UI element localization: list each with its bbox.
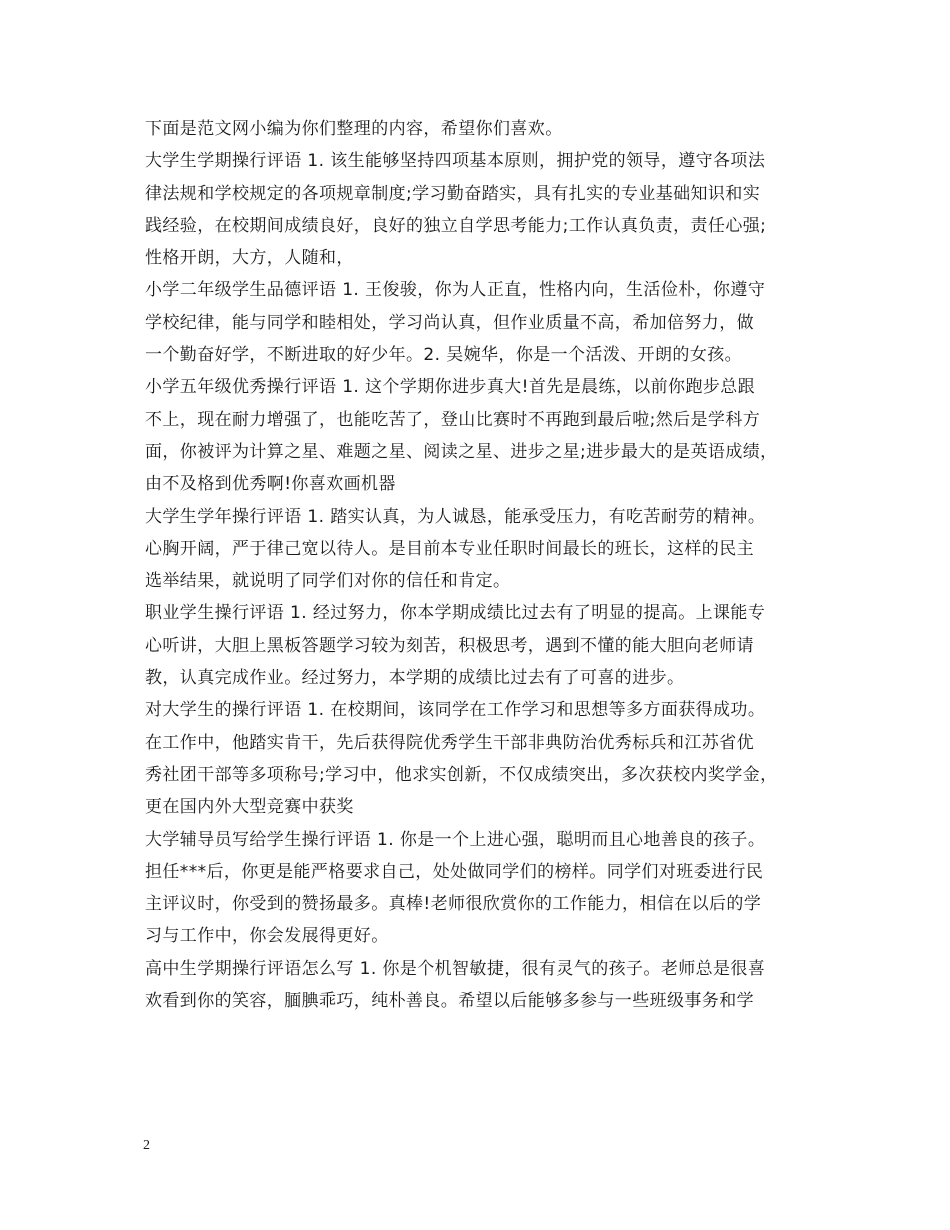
text-line: 大学生学年操行评语 1. 踏实认真，为人诚恳，能承受压力，有吃苦耐劳的精神。 bbox=[145, 506, 766, 527]
text-line: 对大学生的操行评语 1. 在校期间，该同学在工作学习和思想等多方面获得成功。 bbox=[145, 700, 766, 721]
text-line: 一个勤奋好学，不断进取的好少年。2. 吴婉华，你是一个活泼、开朗的女孩。 bbox=[145, 345, 743, 366]
text-line: 大学辅导员写给学生操行评语 1. 你是一个上进心强，聪明而且心地善良的孩子。 bbox=[145, 829, 766, 850]
page-number: 2 bbox=[143, 1138, 150, 1153]
text-line: 担任***后，你更是能严格要求自己，处处做同学们的榜样。同学们对班委进行民 bbox=[145, 861, 764, 882]
text-line: 更在国内外大型竞赛中获奖 bbox=[145, 797, 354, 818]
text-line: 小学二年级学生品德评语 1. 王俊骏，你为人正直，性格内向，生活俭朴，你遵守 bbox=[145, 280, 766, 301]
text-line: 心听讲，大胆上黑板答题学习较为刻苦，积极思考，遇到不懂的能大胆向老师请 bbox=[145, 635, 754, 656]
text-line: 在工作中，他踏实肯干，先后获得院优秀学生干部非典防治优秀标兵和江苏省优 bbox=[145, 732, 754, 753]
text-line: 下面是范文网小编为你们整理的内容，希望你们喜欢。 bbox=[145, 119, 563, 139]
text-line: 教，认真完成作业。经过努力，本学期的成绩比过去有了可喜的进步。 bbox=[145, 668, 685, 689]
text-line: 学校纪律，能与同学和睦相处，学习尚认真，但作业质量不高，希加倍努力，做 bbox=[145, 312, 754, 333]
text-line: 面，你被评为计算之星、难题之星、阅读之星、进步之星;进步最大的是英语成绩， bbox=[145, 441, 778, 462]
text-line: 由不及格到优秀啊!你喜欢画机器 bbox=[145, 474, 396, 495]
text-line: 选举结果，就说明了同学们对你的信任和肯定。 bbox=[145, 571, 511, 592]
text-line: 欢看到你的笑容，腼腆乖巧，纯朴善良。希望以后能够多参与一些班级事务和学 bbox=[145, 991, 754, 1012]
text-line: 职业学生操行评语 1. 经过努力，你本学期成绩比过去有了明显的提高。上课能专 bbox=[145, 603, 766, 624]
text-line: 性格开朗，大方，人随和， bbox=[145, 248, 354, 269]
text-line: 小学五年级优秀操行评语 1. 这个学期你进步真大!首先是晨练，以前你跑步总跟 bbox=[145, 377, 756, 398]
text-line: 律法规和学校规定的各项规章制度;学习勤奋踏实，具有扎实的专业基础知识和实 bbox=[145, 183, 761, 204]
text-line: 心胸开阔，严于律己宽以待人。是目前本专业任职时间最长的班长，这样的民主 bbox=[145, 538, 754, 559]
text-line: 大学生学期操行评语 1. 该生能够坚持四项基本原则，拥护党的领导，遵守各项法 bbox=[145, 151, 766, 172]
text-line: 不上，现在耐力增强了，也能吃苦了，登山比赛时不再跑到最后啦;然后是学科方 bbox=[145, 409, 761, 430]
text-line: 秀社团干部等多项称号;学习中，他求实创新，不仅成绩突出，多次获校内奖学金， bbox=[145, 764, 778, 785]
document-body bbox=[145, 113, 825, 1017]
text-line: 践经验，在校期间成绩良好，良好的独立自学思考能力;工作认真负责，责任心强; bbox=[145, 215, 767, 236]
text-line: 习与工作中，你会发展得更好。 bbox=[145, 926, 389, 947]
text-line: 高中生学期操行评语怎么写 1. 你是个机智敏捷，很有灵气的孩子。老师总是很喜 bbox=[145, 958, 766, 979]
text-line: 主评议时，你受到的赞扬最多。真棒!老师很欣赏你的工作能力，相信在以后的学 bbox=[145, 894, 762, 915]
